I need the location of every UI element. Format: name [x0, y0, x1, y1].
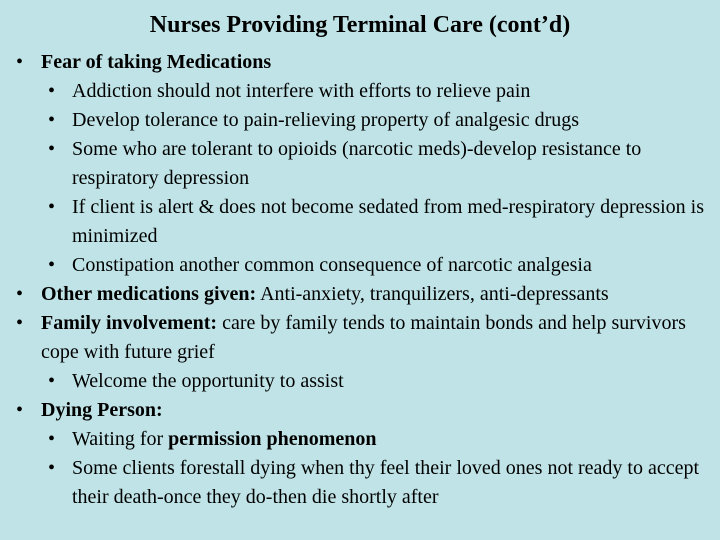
bullet-icon: • [48, 109, 56, 131]
bullet-icon: • [16, 312, 24, 334]
bullet-icon: • [16, 399, 24, 421]
bullet-dying-person [10, 396, 710, 425]
bullet-icon: • [48, 254, 56, 276]
sub-bullet [10, 367, 710, 396]
sub-bullet-text: Addiction should not interfere with efforts to relieve pain [72, 80, 531, 102]
bullet-text: care by family tends to maintain bonds and help survivors cope with future grief [41, 312, 686, 363]
sub-bullet-text: Develop tolerance to pain-relieving property of analgesic drugs [72, 109, 580, 131]
sub-bullet [10, 106, 710, 135]
bullet-icon: • [16, 283, 24, 305]
bullet-icon: • [16, 51, 24, 73]
bullet-icon: • [48, 457, 56, 479]
sub-bullet-bold-text: permission phenomenon [168, 428, 377, 450]
bullet-list [10, 48, 710, 512]
sub-bullet-text: Welcome the opportunity to assist [72, 370, 344, 392]
bullet-heading: Fear of taking Medications [41, 51, 272, 73]
bullet-icon: • [48, 370, 56, 392]
sub-bullet [10, 77, 710, 106]
bullet-heading: Dying Person: [41, 399, 163, 421]
sub-bullet [10, 251, 710, 280]
sub-bullet-text: Waiting for [72, 428, 169, 450]
bullet-fear-of-medications [10, 48, 710, 77]
sub-bullet [10, 425, 710, 454]
sub-bullet-text: Some who are tolerant to opioids (narcotic meds)-develop resistance to respiratory depression [72, 138, 642, 189]
sub-bullet-text: If client is alert & does not become sedated from med-respiratory depression is minimized [72, 196, 705, 247]
sub-bullet-text: Constipation another common consequence of narcotic analgesia [72, 254, 592, 276]
bullet-text: Anti-anxiety, tranquilizers, anti-depressants [260, 283, 609, 305]
sub-bullet [10, 135, 710, 193]
bullet-family-involvement [10, 309, 710, 367]
bullet-icon: • [48, 80, 56, 102]
bullet-heading: Family involvement: [41, 312, 218, 334]
bullet-icon: • [48, 138, 56, 160]
slide-title: Nurses Providing Terminal Care (cont’d) [149, 12, 571, 38]
sub-bullet [10, 193, 710, 251]
bullet-icon: • [48, 196, 56, 218]
bullet-icon: • [48, 428, 56, 450]
bullet-other-medications [10, 280, 710, 309]
bullet-heading: Other medications given: [41, 283, 257, 305]
sub-bullet-text: Some clients forestall dying when thy feel their loved ones not ready to accept their death-once they do-then die shortly after [72, 457, 700, 508]
sub-bullet [10, 454, 710, 512]
